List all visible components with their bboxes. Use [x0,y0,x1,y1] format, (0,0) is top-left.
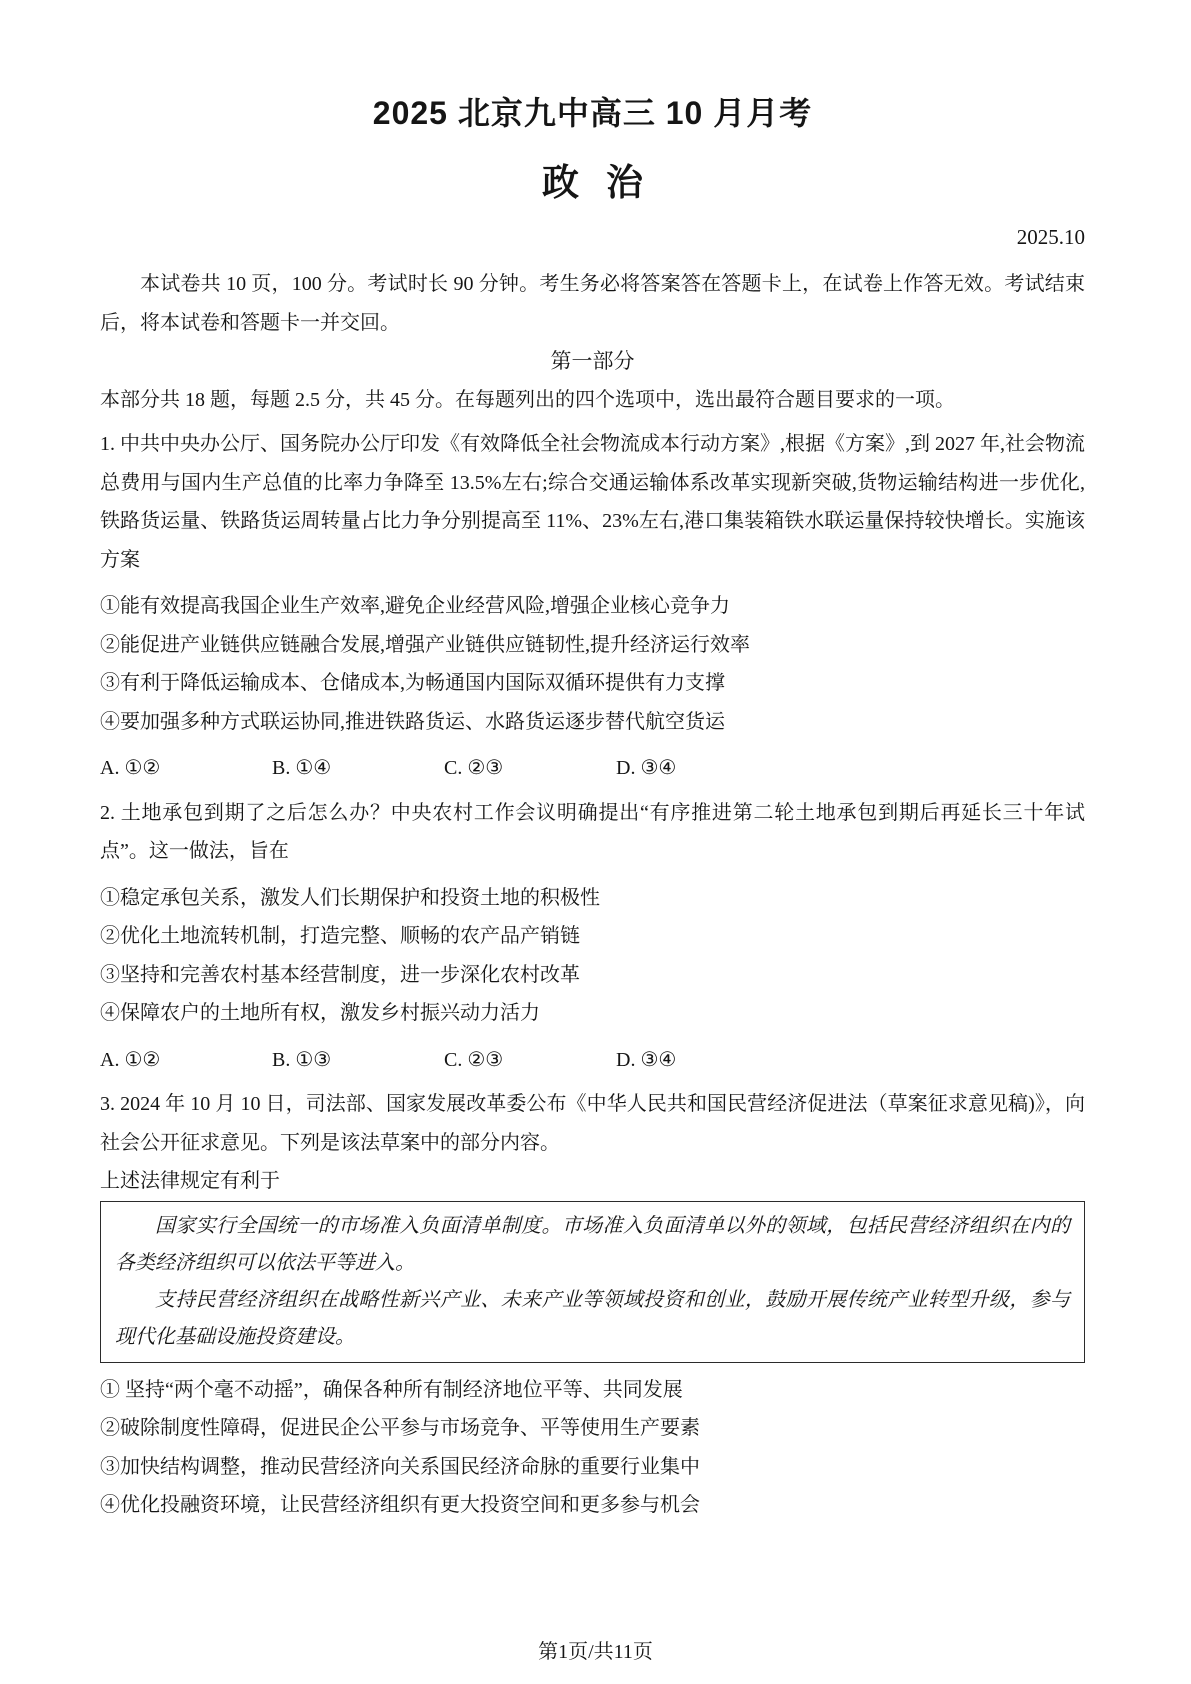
question-1-option-b: B. ①④ [272,757,332,779]
question-3-lead-in: 上述法律规定有利于 [100,1170,280,1192]
question-1-item-4: ④要加强多种方式联运协同,推进铁路货运、水路货运逐步替代航空货运 [100,710,725,733]
question-1 [100,425,1085,788]
question-1-stem: 1. 中共中央办公厅、国务院办公厅印发《有效降低全社会物流成本行动方案》,根据《方案》,到 2027 年,社会物流总费用与国内生产总值的比率力争降至 13.5%左右;综合交通运输体系改革实现新突破,货物运输结构进一步优化,铁路货运量、铁路货运周转量占比力争分别提高至 11%、23%左右,港口集装箱铁水联运量保持较快增长。实施该方案 [100,433,1085,571]
question-2-option-d: D. ③④ [616,1048,677,1071]
question-2-item-4: ④保障农户的土地所有权，激发乡村振兴动力活力 [100,1002,540,1024]
section-one-description: 本部分共 18 题，每题 2.5 分，共 45 分。在每题列出的四个选项中，选出最符合题目要求的一项。 [100,388,955,411]
section-one-heading: 第一部分 [550,349,635,373]
question-2-item-2: ②优化土地流转机制，打造完整、顺畅的农产品产销链 [100,925,580,947]
question-1-items [100,587,1085,741]
question-1-item-3: ③有利于降低运输成本、仓储成本,为畅通国内国际双循环提供有力支撑 [100,672,725,694]
question-1-options [100,749,1085,788]
question-2-option-c: C. ②③ [444,1048,504,1071]
question-1-option-c: C. ②③ [444,757,504,779]
question-2-option-b: B. ①③ [272,1048,332,1071]
question-1-option-a: A. ①② [100,757,161,779]
page-title: 2025 北京九中高三 10 月月考 [372,95,813,131]
question-3-stem: 3. 2024 年 10 月 10 日，司法部、国家发展改革委公布《中华人民共和国民营经济促进法（草案征求意见稿)》，向社会公开征求意见。下列是该法草案中的部分内容。 [100,1093,1085,1154]
question-2-option-a: A. ①② [100,1048,161,1071]
question-2-item-3: ③坚持和完善农村基本经营制度，进一步深化农村改革 [100,963,580,986]
question-1-item-1: ①能有效提高我国企业生产效率,避免企业经营风险,增强企业核心竞争力 [100,595,730,617]
law-excerpt-paragraph-1: 国家实行全国统一的市场准入负面清单制度。市场准入负面清单以外的领域，包括民营经济组织在内的各类经济组织可以依法平等进入。 [115,1214,1070,1274]
question-2-options [100,1041,1085,1080]
question-3 [100,1085,1085,1525]
exam-date: 2025.10 [1016,225,1085,249]
law-excerpt-box [100,1201,1085,1363]
question-2-items [100,879,1085,1033]
question-2-item-1: ①稳定承包关系，激发人们长期保护和投资土地的积极性 [100,886,600,909]
exam-instructions: 本试卷共 10 页，100 分。考试时长 90 分钟。考生务必将答案答在答题卡上，在试卷上作答无效。考试结束后，将本试卷和答题卡一并交回。 [100,273,1085,334]
question-1-item-2: ②能促进产业链供应链融合发展,增强产业链供应链韧性,提升经济运行效率 [100,633,750,656]
page-footer: 第1页/共11页 [538,1641,653,1663]
question-3-items [100,1371,1085,1525]
subject-char-2: 治 [606,162,643,203]
question-3-item-3: ③加快结构调整，推动民营经济向关系国民经济命脉的重要行业集中 [100,1455,700,1478]
question-3-item-4: ④优化投融资环境，让民营经济组织有更大投资空间和更多参与机会 [100,1494,700,1516]
question-3-item-2: ②破除制度性障碍，促进民企公平参与市场竞争、平等使用生产要素 [100,1417,700,1439]
subject-title [100,163,1085,203]
law-excerpt-paragraph-2: 支持民营经济组织在战略性新兴产业、未来产业等领域投资和创业，鼓励开展传统产业转型升级，参与现代化基础设施投资建设。 [115,1288,1070,1348]
question-3-item-1: ① 坚持“两个毫不动摇”，确保各种所有制经济地位平等、共同发展 [100,1378,683,1401]
question-2-stem: 2. 土地承包到期了之后怎么办？中央农村工作会议明确提出“有序推进第二轮土地承包到期后再延长三十年试点”。这一做法，旨在 [100,801,1085,862]
question-1-option-d: D. ③④ [616,757,677,779]
subject-char-1: 政 [542,162,579,203]
question-2 [100,794,1085,1080]
